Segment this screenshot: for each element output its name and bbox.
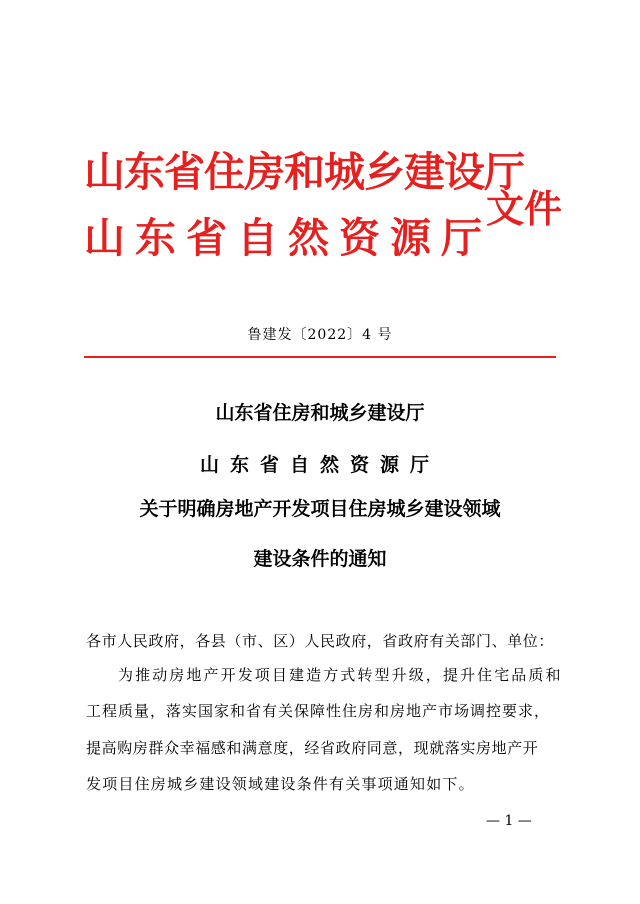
document-number: 鲁建发〔2022〕4 号 <box>247 327 393 343</box>
document-suffix: 文件 <box>486 186 563 231</box>
title-line-1: 山东省住房和城乡建设厅 <box>215 402 425 424</box>
title-line-3: 关于明确房地产开发项目住房城乡建设领域 <box>139 498 501 520</box>
paragraph-line-2: 工程质量，落实国家和省有关保障性住房和房地产市场调控要求， <box>86 702 551 720</box>
issuer-name-housing: 山东省住房和城乡建设厅 <box>84 148 524 196</box>
title-line-4: 建设条件的通知 <box>253 548 387 570</box>
issuer-name-natural-resources: 山东省自然资源厅 <box>84 214 492 262</box>
title-line-2: 山东省自然资源厅 <box>199 454 440 476</box>
red-divider <box>84 356 556 358</box>
salutation: 各市人民政府，各县（市、区）人民政府，省政府有关部门、单位： <box>86 632 555 650</box>
paragraph-line-3: 提高购房群众幸福感和满意度，经省政府同意，现就落实房地产开 <box>86 739 539 757</box>
page-number: — 1 — <box>486 813 532 829</box>
paragraph-line-1: 为推动房地产开发项目建造方式转型升级，提升住宅品质和 <box>118 666 563 684</box>
paragraph-line-4: 发项目住房城乡建设领域建设条件有关事项通知如下。 <box>86 775 475 793</box>
